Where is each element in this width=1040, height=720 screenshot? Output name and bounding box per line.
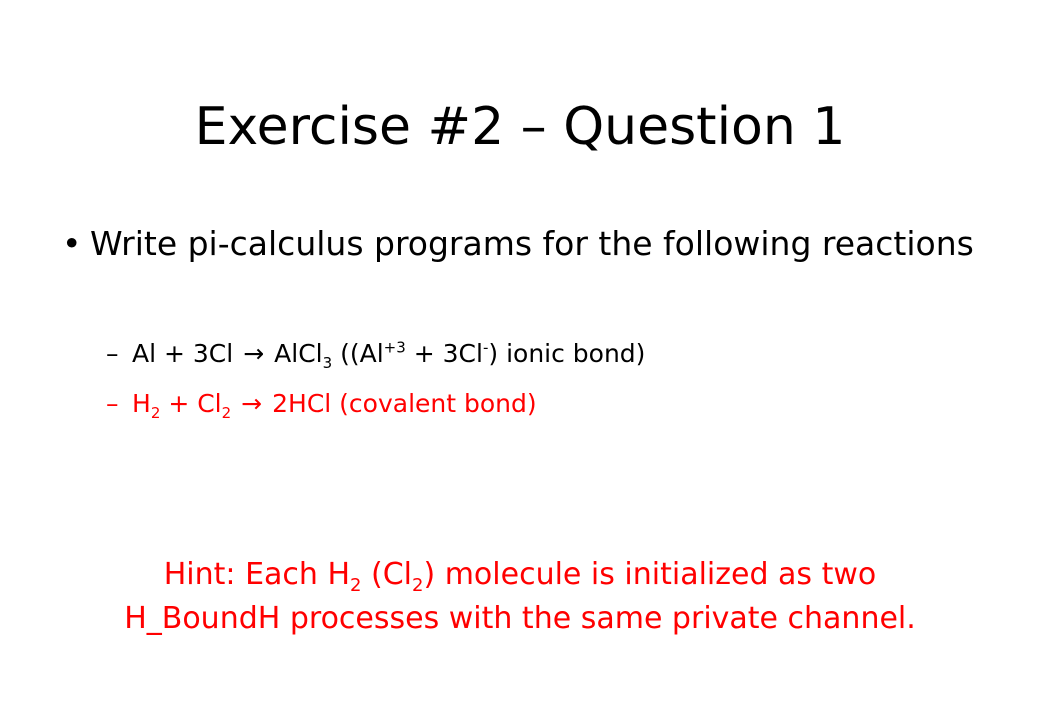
hint-line-2: H_BoundH processes with the same private channel. bbox=[124, 601, 916, 636]
bond-label: ) ionic bond) bbox=[488, 339, 646, 368]
hint-line-1 bbox=[0, 553, 1040, 597]
hint-part: Hint: Each H bbox=[163, 557, 351, 592]
bullet-text: Write pi-calculus programs for the following reactions bbox=[90, 224, 974, 263]
bullet-icon: • bbox=[62, 224, 82, 263]
subscript: 2 bbox=[350, 575, 362, 596]
product: 2HCl (covalent bond) bbox=[272, 389, 537, 418]
subitem-covalent-reaction bbox=[106, 386, 537, 422]
superscript: - bbox=[482, 338, 489, 357]
reactant: H bbox=[132, 389, 151, 418]
right-arrow-icon: → bbox=[241, 389, 263, 418]
hint-part: ) molecule is initialized as two bbox=[423, 557, 877, 592]
ion-text: + 3Cl bbox=[413, 339, 483, 368]
subscript: 2 bbox=[150, 404, 161, 422]
dash-icon: – bbox=[106, 389, 119, 418]
subscript: 2 bbox=[412, 575, 424, 596]
hint-part: (Cl bbox=[371, 557, 413, 592]
ion-text: ((Al bbox=[340, 339, 384, 368]
product: AlCl bbox=[274, 339, 323, 368]
subscript: 2 bbox=[221, 404, 232, 422]
subscript: 3 bbox=[322, 354, 333, 372]
dash-icon: – bbox=[106, 339, 119, 368]
reactant: + Cl bbox=[168, 389, 222, 418]
reactants: Al + 3Cl bbox=[132, 339, 234, 368]
slide-title: Exercise #2 – Question 1 bbox=[194, 97, 846, 157]
subitem-ionic-reaction bbox=[106, 336, 645, 372]
right-arrow-icon: → bbox=[243, 339, 265, 368]
superscript: +3 bbox=[383, 338, 406, 357]
hint-text bbox=[0, 553, 1040, 641]
